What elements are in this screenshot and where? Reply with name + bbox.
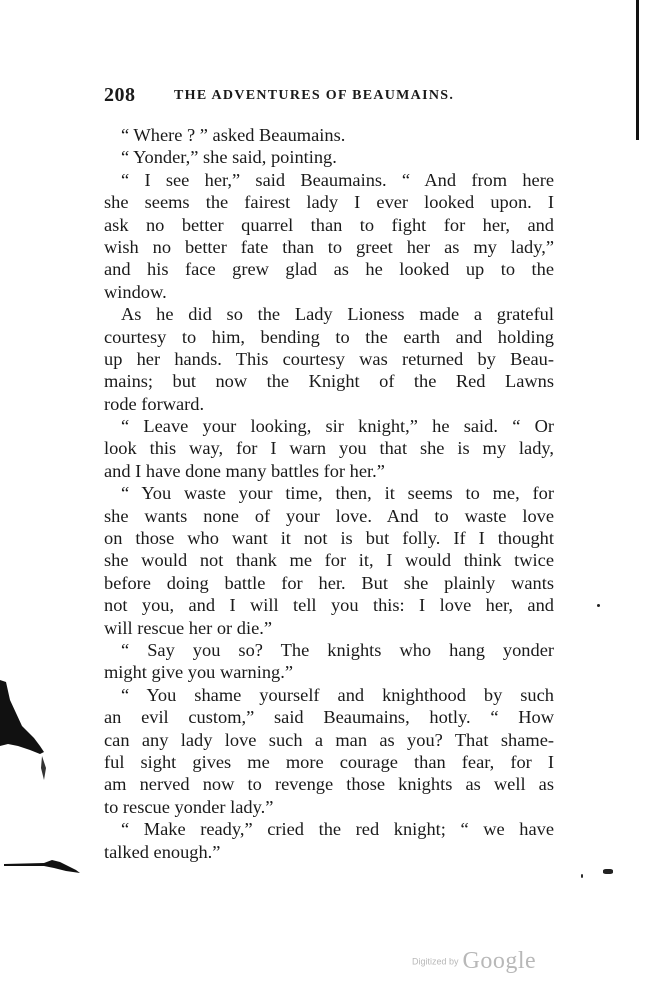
scan-edge-blot (0, 680, 48, 780)
text-line: up her hands. This courtesy was returned by Beau- (104, 348, 554, 369)
watermark-prefix: Digitized by (412, 956, 459, 967)
text-line: not you, and I will tell you this: I love her, and (104, 595, 554, 616)
text-line: talked enough.” (104, 841, 221, 862)
text-line: window. (104, 281, 167, 302)
text-line: can any lady love such a man as you? That shame- (104, 729, 554, 750)
text-line: wish no better fate than to greet her as my lady,” (104, 236, 554, 257)
text-line: “ Yonder,” she said, pointing. (121, 147, 337, 168)
text-line: “ I see her,” said Beaumains. “ And from here (121, 169, 554, 190)
text-line: ask no better quarrel than to fight for her, and (104, 214, 554, 235)
text-line: rode forward. (104, 393, 205, 414)
text-line: an evil custom,” said Beaumains, hotly. “ How (104, 707, 554, 728)
text-line: ful sight gives me more courage than fear, for I (104, 751, 554, 772)
text-line: “ Leave your looking, sir knight,” he said. “ Or (121, 416, 554, 437)
body-text (104, 124, 554, 863)
scan-speck (603, 869, 613, 874)
scan-speck (597, 604, 600, 607)
page-header (104, 84, 554, 108)
text-line: before doing battle for her. But she plainly wants (104, 572, 554, 593)
text-line: “ Say you so? The knights who hang yonder (121, 639, 554, 660)
running-head: THE ADVENTURES OF BEAUMAINS. (174, 88, 455, 103)
text-line: “ You shame yourself and knighthood by such (121, 684, 554, 705)
text-line: and I have done many battles for her.” (104, 460, 385, 481)
google-watermark (412, 948, 536, 978)
scan-edge-dash (4, 860, 80, 874)
page-number: 208 (104, 84, 136, 106)
text-line: will rescue her or die.” (104, 617, 272, 638)
text-line: “ Make ready,” cried the red knight; “ we have (121, 819, 554, 840)
text-line: she would not thank me for it, I would think twice (104, 550, 554, 571)
scan-speck (581, 874, 583, 878)
text-line: on those who want it not is but folly. If I thought (104, 528, 554, 549)
text-line: she wants none of your love. And to waste love (104, 505, 554, 526)
text-line: mains; but now the Knight of the Red Lawns (104, 371, 554, 392)
text-line: am nerved now to revenge those knights as well as (104, 774, 554, 795)
watermark-logo: Google (462, 948, 537, 974)
scan-edge-rule (636, 0, 639, 140)
text-line: she seems the fairest lady I ever looked upon. I (104, 192, 554, 213)
text-line: look this way, for I warn you that she is my lady, (104, 438, 554, 459)
text-line: As he did so the Lady Lioness made a grateful (121, 304, 554, 325)
text-line: to rescue yonder lady.” (104, 796, 274, 817)
text-line: and his face grew glad as he looked up to the (104, 259, 554, 280)
text-line: “ You waste your time, then, it seems to me, for (121, 483, 554, 504)
text-line: courtesy to him, bending to the earth and holding (104, 326, 554, 347)
text-line: might give you warning.” (104, 662, 293, 683)
text-line: “ Where ? ” asked Beaumains. (121, 125, 346, 145)
